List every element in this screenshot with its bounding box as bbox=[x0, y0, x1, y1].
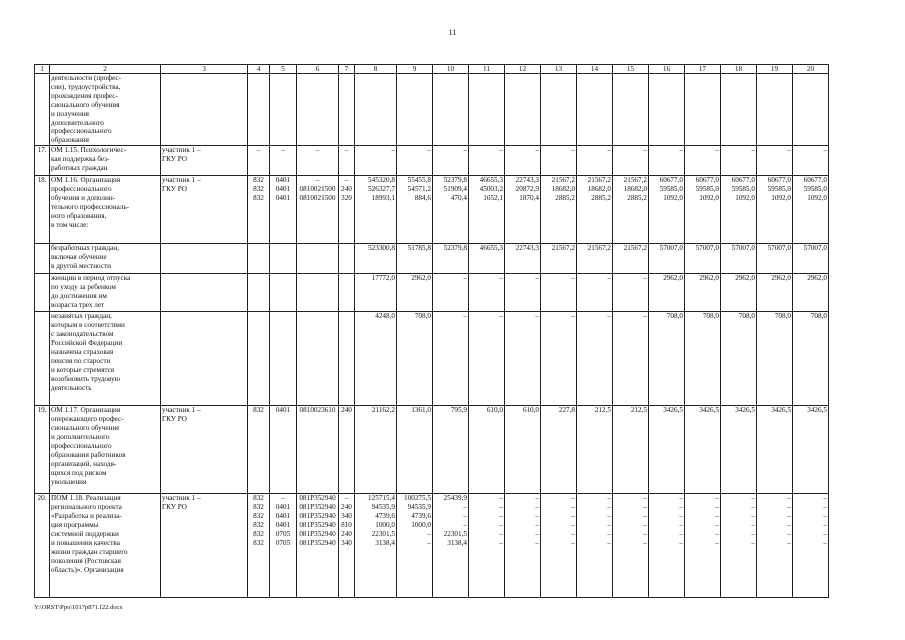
table-cell bbox=[297, 244, 339, 274]
table-cell bbox=[35, 312, 50, 406]
table-cell: – bbox=[577, 312, 613, 406]
table-cell: 60677,0 59585,0 1092,0 bbox=[685, 176, 721, 244]
table-cell: – bbox=[505, 146, 541, 176]
table-cell: участник 1 – ГКУ РО bbox=[161, 176, 248, 244]
table-cell: 60677,0 59585,0 1092,0 bbox=[757, 176, 793, 244]
table-cell bbox=[339, 274, 355, 312]
table-cell bbox=[397, 74, 433, 146]
table-cell: – bbox=[469, 274, 505, 312]
table-cell bbox=[270, 74, 297, 146]
table-cell bbox=[577, 74, 613, 146]
table-cell: 708,0 bbox=[685, 312, 721, 406]
table-cell: 708,0 bbox=[757, 312, 793, 406]
table-cell: незанятых граждан, которым в соответствии с законодательством Российской Федерации назначена страховая пенсия по старости и которые стремятся возобновить трудовую деятельность bbox=[50, 312, 161, 406]
table-cell: 125715,4 94535,9 4739,6 1000,0 22301,5 3138,4 bbox=[355, 494, 397, 598]
table-cell: 18. bbox=[35, 176, 50, 244]
table-cell: 51785,8 bbox=[397, 244, 433, 274]
table-cell: – bbox=[469, 312, 505, 406]
table-row bbox=[35, 146, 829, 176]
table-cell: 55455,8 54571,2 884,6 bbox=[397, 176, 433, 244]
table-cell: 25439,9 – – – 22301,5 3138,4 bbox=[433, 494, 469, 598]
table-cell bbox=[297, 74, 339, 146]
table-cell: – – – – – – bbox=[541, 494, 577, 598]
table-cell: – bbox=[541, 146, 577, 176]
table-cell: 3426,5 bbox=[793, 406, 829, 494]
table-cell: 3426,5 bbox=[649, 406, 685, 494]
table-cell: – – – – – – bbox=[469, 494, 505, 598]
column-number: 17 bbox=[685, 65, 721, 74]
table-cell: 3426,5 bbox=[757, 406, 793, 494]
table-cell: 46655,3 45003,2 1652,1 bbox=[469, 176, 505, 244]
column-number: 6 bbox=[297, 65, 339, 74]
table-cell: 3426,5 bbox=[721, 406, 757, 494]
table-cell bbox=[35, 74, 50, 146]
table-cell: 708,0 bbox=[721, 312, 757, 406]
column-number: 18 bbox=[721, 65, 757, 74]
column-number: 12 bbox=[505, 65, 541, 74]
table-cell bbox=[161, 244, 248, 274]
table-cell: ОМ 1.17. Организация опережающего профес- сионального обучение и дополнительного профессионального образования работников организаций, находя- щихся под риском увольнения bbox=[50, 406, 161, 494]
table-cell: 21567,2 bbox=[613, 244, 649, 274]
table-cell: 21567,2 18682,0 2885,2 bbox=[541, 176, 577, 244]
table-cell: 52379,8 bbox=[433, 244, 469, 274]
table-cell: участник 1 – ГКУ РО bbox=[161, 146, 248, 176]
column-number: 11 bbox=[469, 65, 505, 74]
table-cell bbox=[248, 274, 270, 312]
table-cell: – bbox=[433, 146, 469, 176]
page-number: 11 bbox=[448, 28, 457, 37]
table-cell bbox=[355, 74, 397, 146]
table-cell: 2962,0 bbox=[397, 274, 433, 312]
table-cell: – bbox=[433, 312, 469, 406]
table-cell bbox=[270, 312, 297, 406]
table-cell: – – – – – – bbox=[757, 494, 793, 598]
table-cell: 708,0 bbox=[649, 312, 685, 406]
table-cell: – – – – – – bbox=[505, 494, 541, 598]
table-cell: – bbox=[433, 274, 469, 312]
table-cell: 708,0 bbox=[397, 312, 433, 406]
table-cell: 2962,0 bbox=[757, 274, 793, 312]
table-cell: безработных граждан, включая обучение в другой местности bbox=[50, 244, 161, 274]
table-cell: – bbox=[577, 146, 613, 176]
table-cell: – – – – – – bbox=[721, 494, 757, 598]
table-cell: 2962,0 bbox=[685, 274, 721, 312]
table-cell: 100275,5 94535,9 4739,6 1000,0 – – bbox=[397, 494, 433, 598]
table-cell: 0401 bbox=[270, 406, 297, 494]
table-cell bbox=[248, 244, 270, 274]
table-cell: 0401 0401 0401 bbox=[270, 176, 297, 244]
column-number: 8 bbox=[355, 65, 397, 74]
table-cell bbox=[248, 74, 270, 146]
table-cell bbox=[339, 74, 355, 146]
file-path: Y:\ORST\Ppo\1017p871.f22.docx bbox=[34, 604, 123, 611]
table-cell: 57007,0 bbox=[721, 244, 757, 274]
table-cell: женщин в период отпуска по уходу за ребенком до достижения им возраста трех лет bbox=[50, 274, 161, 312]
table-cell bbox=[757, 74, 793, 146]
table-cell: 57007,0 bbox=[685, 244, 721, 274]
table-cell bbox=[161, 74, 248, 146]
table-cell bbox=[793, 74, 829, 146]
table-cell bbox=[297, 274, 339, 312]
table-cell: 20. bbox=[35, 494, 50, 598]
table-cell: – bbox=[505, 312, 541, 406]
table-cell: – – – – – – bbox=[577, 494, 613, 598]
table-cell: – 240 340 810 240 340 bbox=[339, 494, 355, 598]
table-cell bbox=[161, 312, 248, 406]
table-cell: 545320,8 526327,7 18993,1 bbox=[355, 176, 397, 244]
column-number: 4 bbox=[248, 65, 270, 74]
table-cell bbox=[505, 74, 541, 146]
table-cell: 21567,2 bbox=[541, 244, 577, 274]
table-cell bbox=[35, 244, 50, 274]
table-cell: – bbox=[339, 146, 355, 176]
column-number-row bbox=[35, 65, 829, 74]
table-cell: ОМ 1.16. Организация профессионального обучения и дополни- тельного профессиональ- ного образования, в том числе: bbox=[50, 176, 161, 244]
table-cell: – bbox=[397, 146, 433, 176]
column-number: 16 bbox=[649, 65, 685, 74]
table-cell: – bbox=[248, 146, 270, 176]
table-cell: 2962,0 bbox=[793, 274, 829, 312]
table-cell: – bbox=[757, 146, 793, 176]
table-cell: – bbox=[355, 146, 397, 176]
table-cell: – 0810021500 0810021500 bbox=[297, 176, 339, 244]
table-cell: – bbox=[685, 146, 721, 176]
table-cell: – – – – – – bbox=[649, 494, 685, 598]
table-cell: 0810023610 bbox=[297, 406, 339, 494]
table-row bbox=[35, 244, 829, 274]
table-cell: – bbox=[721, 146, 757, 176]
table-cell: – bbox=[793, 146, 829, 176]
table-cell: – bbox=[649, 146, 685, 176]
table-cell: ОМ 1.15. Психологичес- кая поддержка без- работных граждан bbox=[50, 146, 161, 176]
table-cell: 708,0 bbox=[793, 312, 829, 406]
column-number: 20 bbox=[793, 65, 829, 74]
table-cell: 17. bbox=[35, 146, 50, 176]
table-cell bbox=[297, 312, 339, 406]
table-cell: 60677,0 59585,0 1092,0 bbox=[721, 176, 757, 244]
table-row bbox=[35, 312, 829, 406]
table-cell: – bbox=[469, 146, 505, 176]
column-number: 1 bbox=[35, 65, 50, 74]
table-cell: – bbox=[541, 274, 577, 312]
table-row bbox=[35, 176, 829, 244]
table-cell bbox=[248, 312, 270, 406]
table-cell: 60677,0 59585,0 1092,0 bbox=[649, 176, 685, 244]
table-cell: – 0401 0401 0401 0705 0705 bbox=[270, 494, 297, 598]
table-cell: 795,9 bbox=[433, 406, 469, 494]
column-number: 13 bbox=[541, 65, 577, 74]
table-cell bbox=[649, 74, 685, 146]
table-row bbox=[35, 494, 829, 598]
table-cell: – bbox=[613, 274, 649, 312]
table-cell: 46655,3 bbox=[469, 244, 505, 274]
table-cell: 52379,8 51909,4 470,4 bbox=[433, 176, 469, 244]
table-cell: 832 832 832 bbox=[248, 176, 270, 244]
table-cell: 57007,0 bbox=[649, 244, 685, 274]
table-body bbox=[35, 65, 829, 598]
table-cell: 57007,0 bbox=[757, 244, 793, 274]
table-cell bbox=[339, 244, 355, 274]
table-cell bbox=[541, 74, 577, 146]
table-cell: 2962,0 bbox=[649, 274, 685, 312]
table-cell: 1361,0 bbox=[397, 406, 433, 494]
table-cell: 610,0 bbox=[469, 406, 505, 494]
table-cell: 610,0 bbox=[505, 406, 541, 494]
table-cell: 2962,0 bbox=[721, 274, 757, 312]
table-cell: – – – – – – bbox=[613, 494, 649, 598]
table-cell: 21567,2 bbox=[577, 244, 613, 274]
table-cell: участник 1 – ГКУ РО bbox=[161, 406, 248, 494]
table-cell bbox=[270, 274, 297, 312]
column-number: 2 bbox=[50, 65, 161, 74]
column-number: 10 bbox=[433, 65, 469, 74]
table-cell: – bbox=[270, 146, 297, 176]
table-cell: 21567,2 18682,0 2885,2 bbox=[613, 176, 649, 244]
table-cell: 19. bbox=[35, 406, 50, 494]
table-cell bbox=[35, 274, 50, 312]
table-cell bbox=[161, 274, 248, 312]
table-cell: 832 832 832 832 832 832 bbox=[248, 494, 270, 598]
table-cell: 227,8 bbox=[541, 406, 577, 494]
table-cell: – 240 320 bbox=[339, 176, 355, 244]
column-number: 5 bbox=[270, 65, 297, 74]
table-cell bbox=[339, 312, 355, 406]
table-cell bbox=[613, 74, 649, 146]
table-cell: 212,5 bbox=[577, 406, 613, 494]
column-number: 19 bbox=[757, 65, 793, 74]
table-cell: – bbox=[613, 146, 649, 176]
table-cell: 832 bbox=[248, 406, 270, 494]
table-cell: – bbox=[613, 312, 649, 406]
table-cell: – bbox=[577, 274, 613, 312]
table-cell: 3426,5 bbox=[685, 406, 721, 494]
table-cell: 21162,2 bbox=[355, 406, 397, 494]
table-cell bbox=[721, 74, 757, 146]
table-cell: – bbox=[297, 146, 339, 176]
table-cell: участник 1 – ГКУ РО bbox=[161, 494, 248, 598]
table-cell: 523300,8 bbox=[355, 244, 397, 274]
table-cell bbox=[433, 74, 469, 146]
table-cell: – – – – – – bbox=[793, 494, 829, 598]
table-cell: 22743,3 20872,9 1870,4 bbox=[505, 176, 541, 244]
table-cell: деятельности (профес- сии), трудоустройства, прохождения профес- сионального обучения и получения дополнительного профессионального образования bbox=[50, 74, 161, 146]
table-row bbox=[35, 74, 829, 146]
table-cell bbox=[270, 244, 297, 274]
table-cell: 57007,0 bbox=[793, 244, 829, 274]
table-cell bbox=[469, 74, 505, 146]
budget-table bbox=[34, 64, 829, 598]
table-cell: 17772,0 bbox=[355, 274, 397, 312]
column-number: 9 bbox=[397, 65, 433, 74]
table-cell: 081P352940 081P352940 081P352940 081P352940 081P352940 081P352940 bbox=[297, 494, 339, 598]
table-cell: – bbox=[505, 274, 541, 312]
table-cell: 212,5 bbox=[613, 406, 649, 494]
column-number: 14 bbox=[577, 65, 613, 74]
table-cell: 60677,0 59585,0 1092,0 bbox=[793, 176, 829, 244]
table-cell: 240 bbox=[339, 406, 355, 494]
table-row bbox=[35, 406, 829, 494]
column-number: 15 bbox=[613, 65, 649, 74]
column-number: 3 bbox=[161, 65, 248, 74]
column-number: 7 bbox=[339, 65, 355, 74]
table-cell: ПОМ 1.18. Реализация регионального проекта «Разработка и реализа- ция программы системной поддержки и повышения качества жизни граждан старшего поколения (Ростовская область)». Организация bbox=[50, 494, 161, 598]
table-cell bbox=[685, 74, 721, 146]
table-cell: – bbox=[541, 312, 577, 406]
table-row bbox=[35, 274, 829, 312]
table-cell: – – – – – – bbox=[685, 494, 721, 598]
table-cell: 22743,3 bbox=[505, 244, 541, 274]
table-cell: 4248,0 bbox=[355, 312, 397, 406]
table-cell: 21567,2 18682,0 2885,2 bbox=[577, 176, 613, 244]
